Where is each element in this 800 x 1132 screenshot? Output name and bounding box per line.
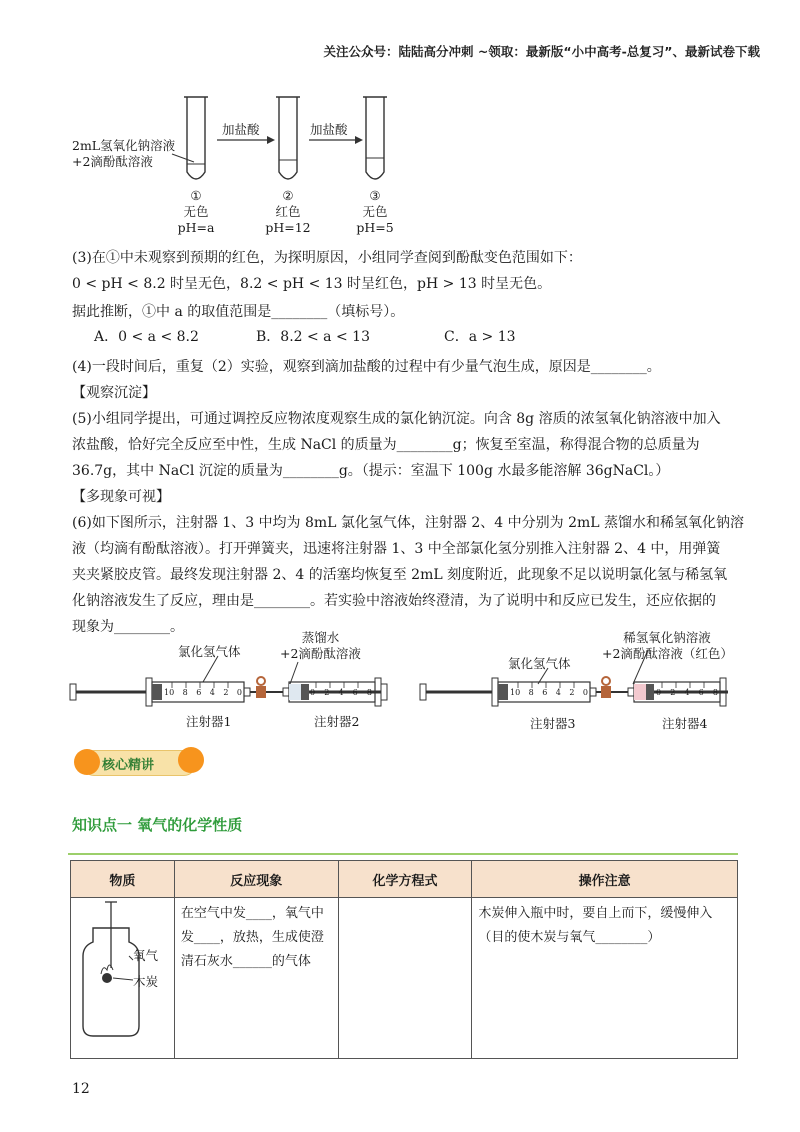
- header-notes: 操作注意: [472, 861, 738, 898]
- q6-line3: 夹夹紧胶皮管。最终发现注射器 2、4 的活塞均恢复至 2mL 刻度附近，此现象不足以说明氯化氢与稀氢氧: [72, 567, 728, 583]
- notes-cell: 木炭伸入瓶中时，要自上而下，缓慢伸入（目的使木炭与氧气________）: [472, 898, 738, 1059]
- q5-line1: (5)小组同学提出，可通过调控反应物浓度观察生成的氯化钠沉淀。向含 8g 溶质的浓氢氧化钠溶液中加入: [72, 411, 721, 427]
- arrow-label-1: 加盐酸: [222, 122, 260, 137]
- syringe-figure: [68, 628, 732, 738]
- q3-line3: 据此推断，①中 a 的取值范围是________（填标号）。: [72, 304, 405, 320]
- tube-2-labels: ② 红色 pH=12: [265, 188, 311, 235]
- label-charcoal: 木炭: [133, 974, 159, 989]
- tube-side-label-1: 2mL氢氧化钠溶液: [72, 138, 176, 153]
- syringe-3-scale: 10 8 6 4 2 0: [510, 688, 588, 697]
- tube-side-label-2: +2滴酚酞溶液: [72, 154, 153, 169]
- test-tube-figure: [72, 92, 412, 242]
- q3-line1: (3)在①中未观察到预期的红色，为探明原因，小组同学查阅到酚酞变色范围如下：: [72, 250, 582, 266]
- substance-cell: [71, 898, 175, 1059]
- left-liquid-label-1: 蒸馏水: [301, 630, 340, 645]
- section-observe-heading: 【观察沉淀】: [72, 385, 156, 401]
- table-row: [71, 898, 738, 1059]
- phenomenon-cell: 在空气中发____，氧气中发____，放热，生成使澄清石灰水______的气体: [174, 898, 338, 1059]
- syringe-2-label: 注射器2: [314, 714, 360, 729]
- q3-option-c: C．a > 13: [444, 329, 516, 345]
- equation-cell: [338, 898, 472, 1059]
- q3-line2: 0 < pH < 8.2 时呈无色，8.2 < pH < 13 时呈红色，pH > 13 时呈无色。: [72, 276, 552, 292]
- knowledge-divider: [68, 853, 738, 855]
- arrow-label-2: 加盐酸: [310, 122, 348, 137]
- label-oxygen: 氧气: [133, 948, 159, 963]
- left-gas-label: 氯化氢气体: [178, 644, 241, 659]
- q5-line3: 36.7g，其中 NaCl 沉淀的质量为________g。（提示：室温下 100g 水最多能溶解 36gNaCl。）: [72, 463, 670, 479]
- syringe-1-label: 注射器1: [186, 714, 232, 729]
- right-gas-label: 氯化氢气体: [508, 656, 571, 671]
- q4-line1: (4)一段时间后，重复（2）实验，观察到滴加盐酸的过程中有少量气泡生成，原因是________。: [72, 359, 661, 375]
- syringe-3-label: 注射器3: [530, 716, 576, 731]
- right-liquid-label-1: 稀氢氧化钠溶液: [623, 630, 711, 645]
- q5-line2: 浓盐酸，恰好完全反应至中性，生成 NaCl 的质量为________g；恢复至室温，称得混合物的总质量为: [72, 437, 700, 453]
- syringe-4-scale: 0 2 4 6 8: [656, 688, 718, 697]
- tube-1-labels: ① 无色 pH=a: [177, 188, 215, 235]
- page-number: 12: [72, 1081, 90, 1097]
- header-substance: 物质: [71, 861, 175, 898]
- q6-line1: (6)如下图所示，注射器 1、3 中均为 8mL 氯化氢气体，注射器 2、4 中分别为 2mL 蒸馏水和稀氢氧化钠溶: [72, 515, 745, 531]
- header-phenomenon: 反应现象: [174, 861, 338, 898]
- test-tubes-diagram: [72, 92, 412, 192]
- tube-3-labels: ③ 无色 pH=5: [356, 188, 394, 235]
- page-header: 关注公众号：陆陆高分冲刺 ~领取：最新版“小中高考-总复习”、最新试卷下载: [323, 44, 760, 59]
- left-liquid-label-2: +2滴酚酞溶液: [280, 646, 361, 661]
- q6-line4: 化钠溶液发生了反应，理由是________。若实验中溶液始终澄清，为了说明中和反应已发生，还应依据的: [72, 593, 716, 609]
- syringe-2-scale: 0 2 4 6 8: [310, 688, 372, 697]
- header-equation: 化学方程式: [338, 861, 472, 898]
- oxygen-properties-table: [70, 860, 738, 1059]
- section-multi-heading: 【多现象可视】: [72, 489, 170, 505]
- syringe-4-label: 注射器4: [662, 716, 708, 731]
- syringe-1-scale: 10 8 6 4 2 0: [164, 688, 242, 697]
- q6-line2: 液（均滴有酚酞溶液）。打开弹簧夹，迅速将注射器 1、3 中全部氯化氢分别推入注射器 2、4 中，用弹簧: [72, 541, 721, 557]
- q6-line5: 现象为________。: [72, 619, 184, 635]
- orange-right-icon: [178, 747, 204, 773]
- badge-label: 核心精讲: [102, 758, 155, 773]
- q3-option-a: A．0 < a < 8.2: [94, 329, 199, 345]
- knowledge-point-title: 知识点一 氧气的化学性质: [72, 816, 243, 834]
- core-lecture-badge: [74, 745, 204, 777]
- table-header-row: [71, 861, 738, 898]
- q3-option-b: B．8.2 < a < 13: [256, 329, 370, 345]
- right-liquid-label-2: +2滴酚酞溶液（红色）: [602, 646, 733, 661]
- orange-left-icon: [74, 749, 100, 775]
